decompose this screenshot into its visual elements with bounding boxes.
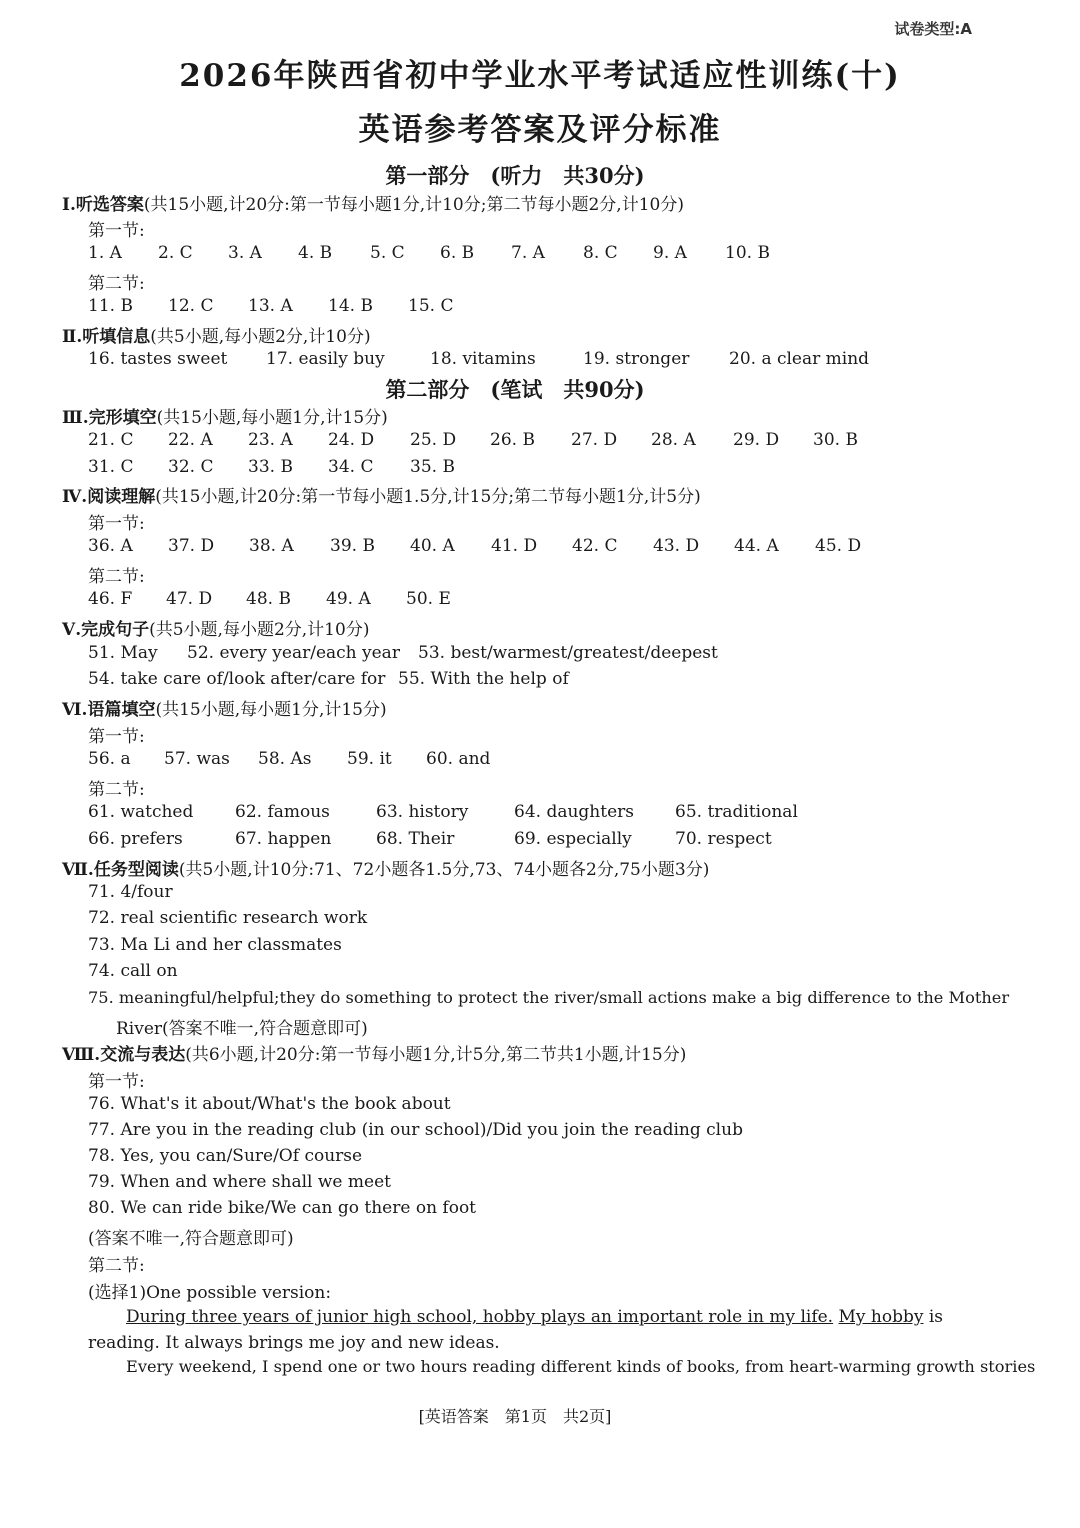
section-4-sub2: 第二节: [88,567,145,587]
answer-72: 72. real scientific research work [88,908,368,928]
section-1-sub2: 第二节: [88,274,145,294]
section-1-sub1: 第一节: [88,221,145,241]
section-6-heading: Ⅵ.语篇填空(共15小题,每小题1分,计15分) [62,700,387,720]
answer-76: 76. What's it about/What's the book about [88,1094,451,1114]
part1-heading: 第一部分 (听力 共30分) [385,163,645,188]
answer-77: 77. Are you in the reading club (in our school)/Did you join the reading club [88,1120,743,1140]
paper-type-label: 试卷类型:A [894,20,972,38]
answer-71: 71. 4/four [88,882,173,902]
section-6-sub2: 第二节: [88,780,145,800]
essay-paragraph-1: During three years of junior high school, hobby plays an important role in my life. My hobby is reading. It always brings me joy and new ideas. [88,1307,944,1353]
section-4-sub1: 第一节: [88,514,145,534]
part2-heading: 第二部分 (笔试 共90分) [385,377,645,402]
answer-73: 73. Ma Li and her classmates [88,935,342,955]
section-6-sub1: 第一节: [88,727,145,747]
answer-80: 80. We can ride bike/We can go there on foot [88,1198,477,1218]
section-5-heading: Ⅴ.完成句子(共5小题,每小题2分,计10分) [62,620,370,640]
essay-paragraph-2: Every weekend, I spend one or two hours reading different kinds of books, from heart-warming growth stories [126,1357,1036,1376]
section-8-heading: Ⅷ.交流与表达(共6小题,计20分:第一节每小题1分,计5分,第二节共1小题,计15分) [62,1045,687,1065]
section-8-sub1: 第一节: [88,1072,145,1092]
choice-label: (选择1)One possible version: [88,1283,332,1303]
answer-74: 74. call on [88,961,178,981]
answer-78: 78. Yes, you can/Sure/Of course [88,1146,363,1166]
section-4-heading: Ⅳ.阅读理解(共15小题,计20分:第一节每小题1.5分,计15分;第二节每小题1分,计5分) [62,487,701,507]
answer-75-cont: River(答案不唯一,符合题意即可) [116,1019,368,1039]
exam-title: 2026年陕西省初中学业水平考试适应性训练(十) [179,58,901,94]
answer-75: 75. meaningful/helpful;they do something to protect the river/small actions make a big difference to the Mother [88,988,1010,1007]
answer-key-title: 英语参考答案及评分标准 [358,112,722,148]
section-8-sub2: 第二节: [88,1256,145,1276]
section-7-heading: Ⅶ.任务型阅读(共5小题,计10分:71、72小题各1.5分,73、74小题各2分,75小题3分) [62,860,710,880]
section-3-heading: Ⅲ.完形填空(共15小题,每小题1分,计15分) [62,408,388,428]
section-1-heading: Ⅰ.听选答案(共15小题,计20分:第一节每小题1分,计10分;第二节每小题2分,计10分) [62,195,684,215]
answer-note: (答案不唯一,符合题意即可) [88,1229,294,1249]
page-footer: [英语答案 第1页 共2页] [418,1407,612,1426]
answer-79: 79. When and where shall we meet [88,1172,391,1192]
section-2-heading: Ⅱ.听填信息(共5小题,每小题2分,计10分) [62,327,371,347]
